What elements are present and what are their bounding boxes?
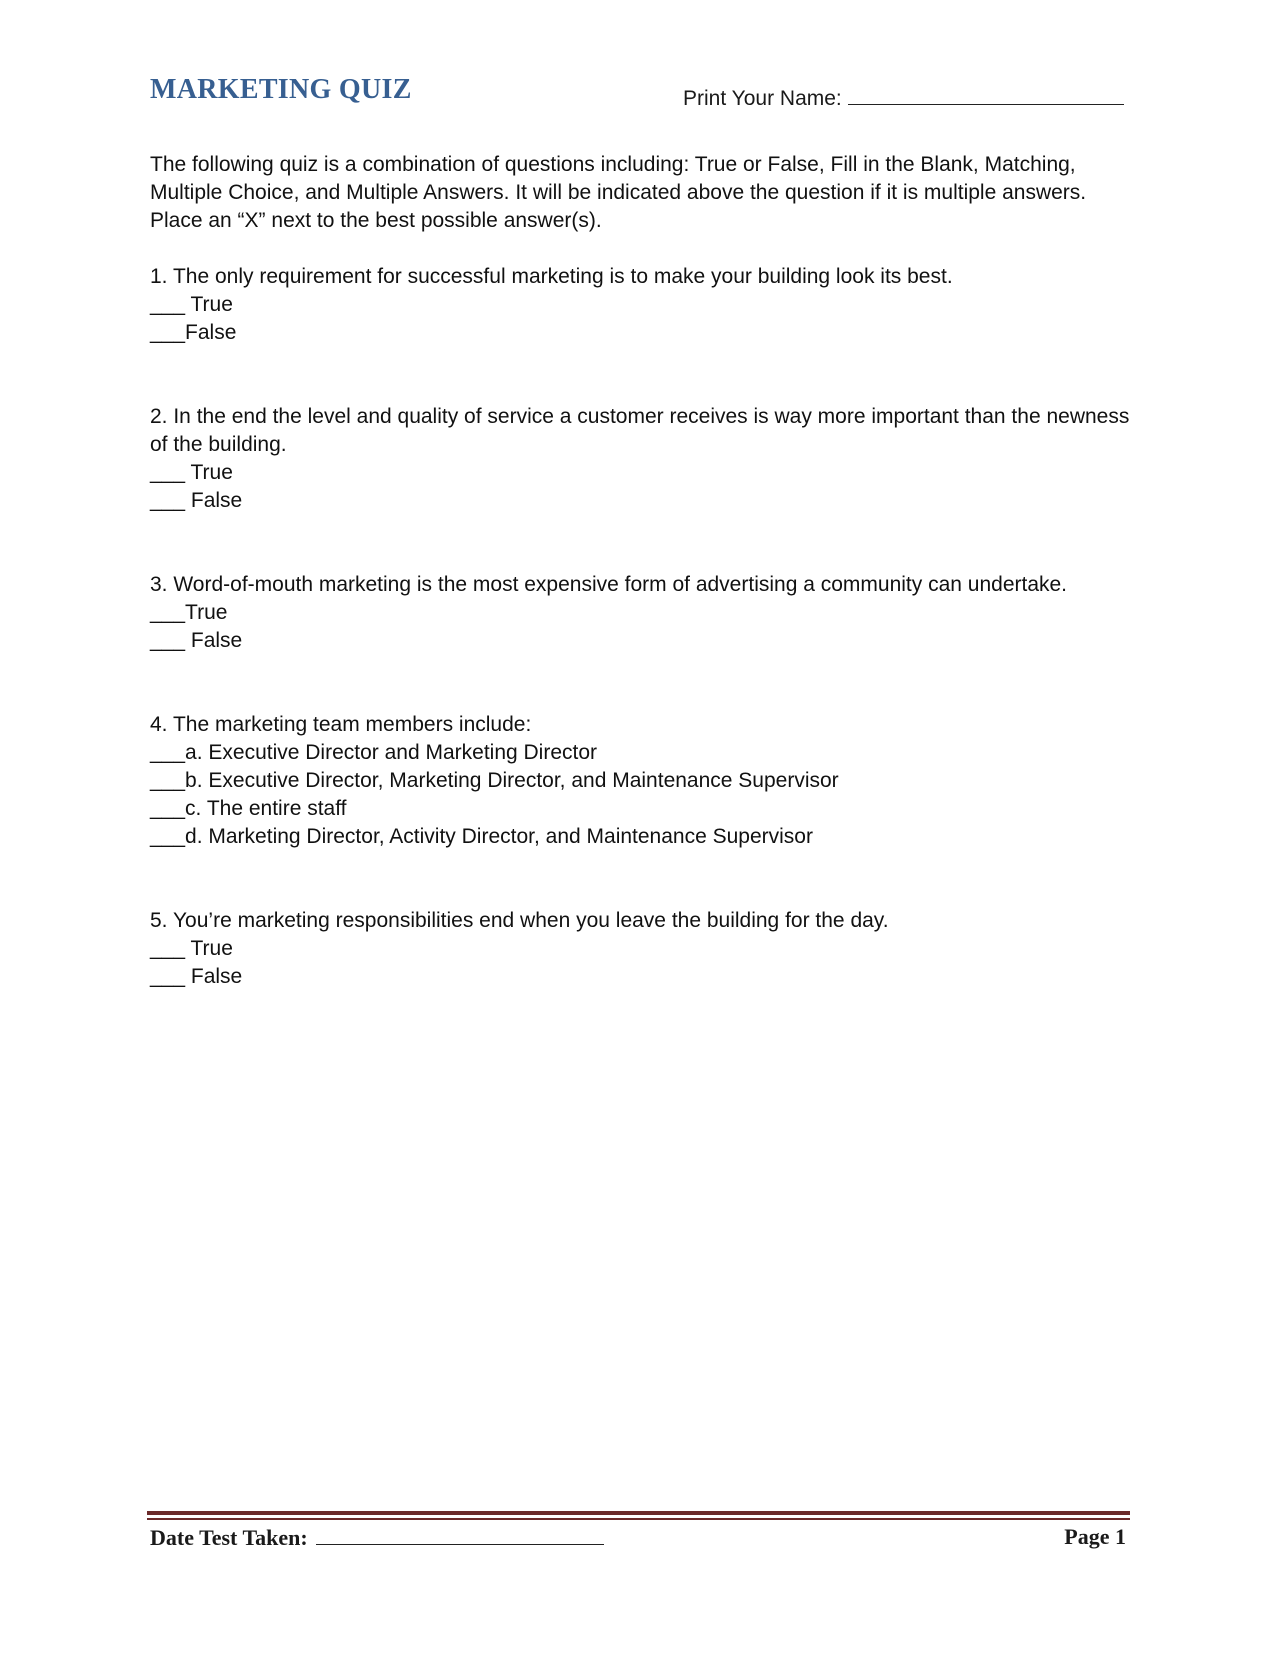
answer-option[interactable]: ___c. The entire staff <box>150 797 347 820</box>
answer-option[interactable]: ___False <box>150 321 237 344</box>
question-3 <box>150 571 1140 655</box>
question-text: 1. The only requirement for successful marketing is to make your building look its best. <box>150 265 953 288</box>
answer-option[interactable]: ___ True <box>150 293 233 316</box>
footer-divider-thin <box>147 1518 1130 1520</box>
answer-option[interactable]: ___True <box>150 601 228 624</box>
intro-paragraph: The following quiz is a combination of questions including: True or False, Fill in the Blank, Matching, Multiple Choice, and Multiple Answers. It will be indicated above the question if it is multiple answers. Place an “X” next to the best possible answer(s). <box>150 153 1087 232</box>
answer-option[interactable]: ___d. Marketing Director, Activity Director, and Maintenance Supervisor <box>150 825 813 848</box>
answer-option[interactable]: ___ False <box>150 489 243 512</box>
question-text: 5. You’re marketing responsibilities end when you leave the building for the day. <box>150 909 889 932</box>
page-number: Page 1 <box>1064 1524 1126 1549</box>
date-blank-line[interactable] <box>316 1524 604 1545</box>
quiz-content <box>150 151 1140 991</box>
name-field <box>683 82 1124 111</box>
date-label: Date Test Taken: <box>150 1525 308 1550</box>
question-1 <box>150 263 1140 347</box>
answer-option[interactable]: ___ False <box>150 629 243 652</box>
question-text: 4. The marketing team members include: <box>150 713 532 736</box>
name-blank-line[interactable] <box>848 82 1124 105</box>
question-text: 3. Word-of-mouth marketing is the most expensive form of advertising a community can undertake. <box>150 573 1068 596</box>
question-5 <box>150 907 1140 991</box>
answer-option[interactable]: ___ False <box>150 965 243 988</box>
question-2 <box>150 403 1140 515</box>
page-title: MARKETING QUIZ <box>150 74 412 105</box>
question-text: 2. In the end the level and quality of service a customer receives is way more important than the newness of the building. <box>150 405 1130 456</box>
date-field <box>150 1524 604 1551</box>
question-4 <box>150 711 1140 851</box>
answer-option[interactable]: ___ True <box>150 461 233 484</box>
answer-option[interactable]: ___a. Executive Director and Marketing Director <box>150 741 598 764</box>
footer-divider-thick <box>147 1511 1130 1515</box>
name-label: Print Your Name: <box>683 87 842 110</box>
answer-option[interactable]: ___ True <box>150 937 233 960</box>
answer-option[interactable]: ___b. Executive Director, Marketing Director, and Maintenance Supervisor <box>150 769 839 792</box>
